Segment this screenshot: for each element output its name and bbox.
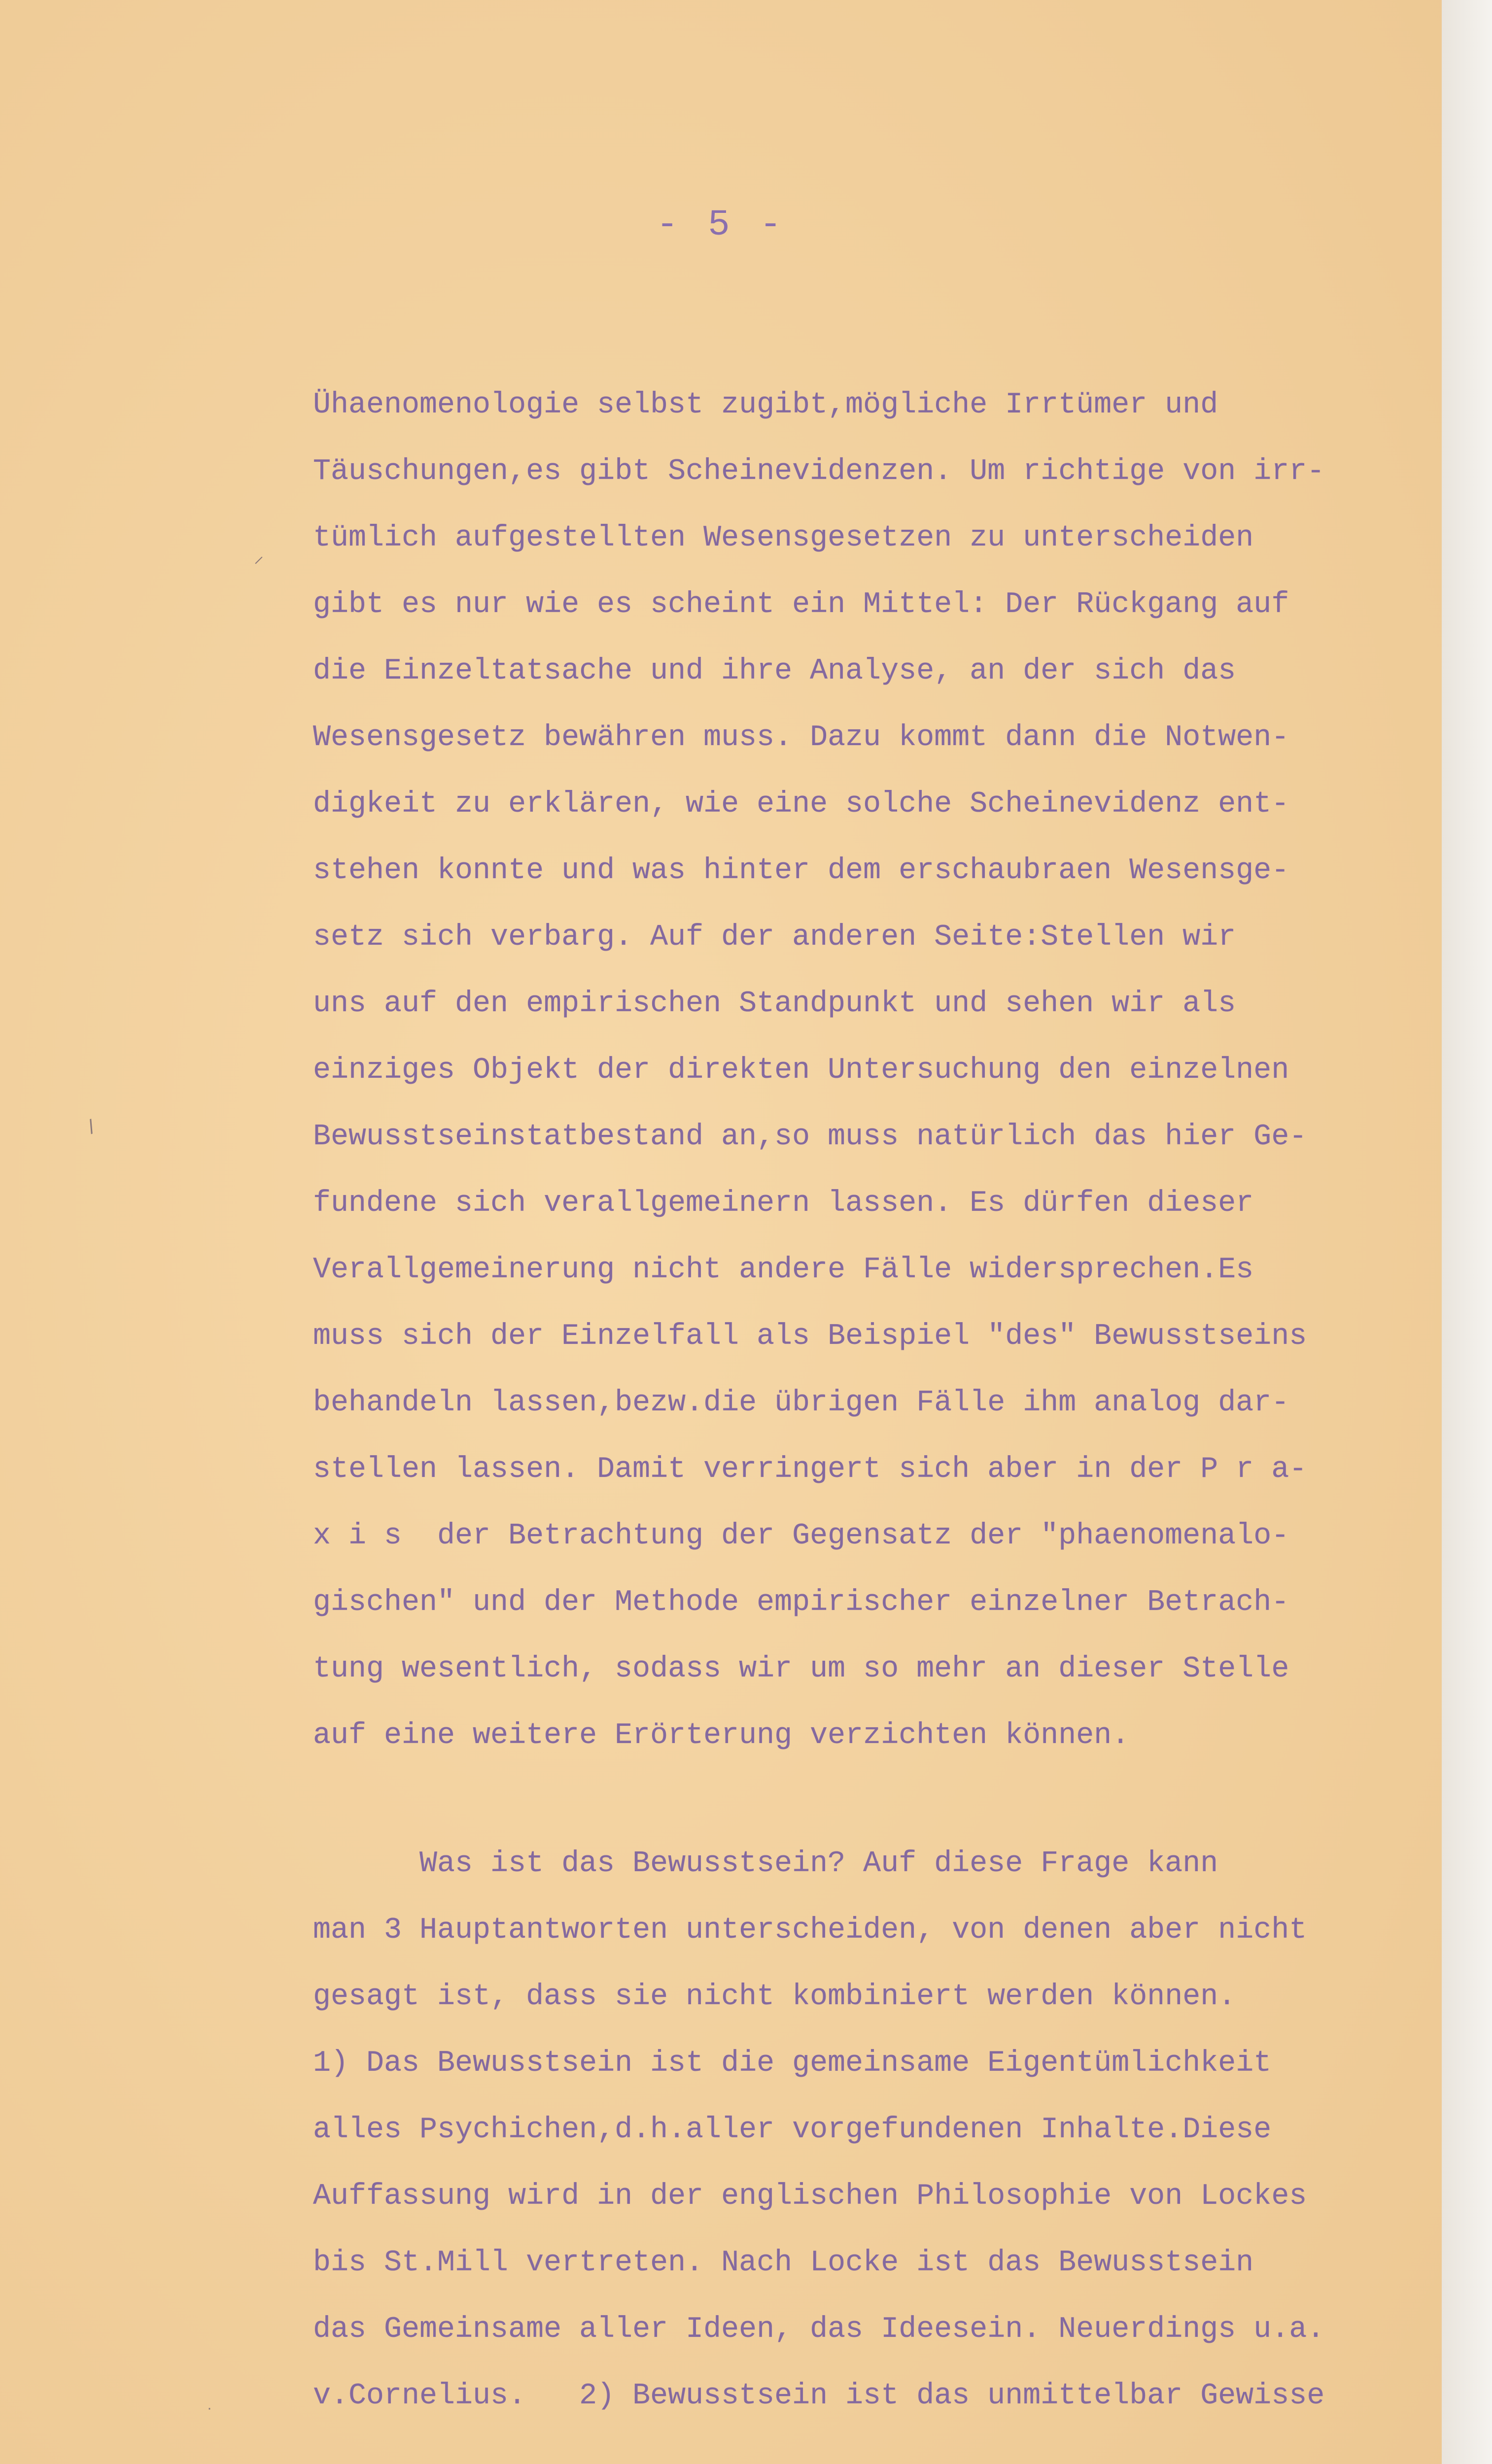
text-line: bis St.Mill vertreten. Nach Locke ist das Bewusstsein: [313, 2246, 1254, 2280]
text-line: Auffassung wird in der englischen Philosophie von Lockes: [313, 2180, 1307, 2213]
text-line: auf eine weitere Erörterung verzichten können.: [313, 1719, 1130, 1752]
text-line: gesagt ist, dass sie nicht kombiniert werden können.: [313, 1980, 1236, 2014]
paragraph-phaenomenologie: [313, 372, 1432, 1769]
text-line: v.Cornelius. 2) Bewusstsein ist das unmittelbar Gewisse: [313, 2379, 1325, 2413]
text-line: man 3 Hauptantworten unterscheiden, von denen aber nicht: [313, 1914, 1307, 1947]
text-line: gibt es nur wie es scheint ein Mittel: Der Rückgang auf: [313, 588, 1289, 621]
text-line: Täuschungen,es gibt Scheinevidenzen. Um richtige von irr-: [313, 455, 1325, 488]
text-line: Verallgemeinerung nicht andere Fälle widersprechen.Es: [313, 1253, 1254, 1287]
text-line: setz sich verbarg. Auf der anderen Seite:Stellen wir: [313, 921, 1236, 954]
text-line: einziges Objekt der direkten Untersuchung den einzelnen: [313, 1054, 1289, 1087]
text-line: fundene sich verallgemeinern lassen. Es dürfen dieser: [313, 1187, 1254, 1220]
text-line: stehen konnte und was hinter dem erschaubraen Wesensge-: [313, 854, 1289, 888]
text-line: behandeln lassen,bezw.die übrigen Fälle ihm analog dar-: [313, 1386, 1289, 1420]
text-line: die Einzeltatsache und ihre Analyse, an der sich das: [313, 654, 1236, 688]
text-line: x i s der Betrachtung der Gegensatz der "phaenomenalo-: [313, 1519, 1289, 1553]
text-line: Wesensgesetz bewähren muss. Dazu kommt dann die Notwen-: [313, 721, 1289, 754]
text-line: muss sich der Einzelfall als Beispiel "des" Bewusstseins: [313, 1320, 1307, 1353]
text-line: Ühaenomenologie selbst zugibt,mögliche Irrtümer und: [313, 388, 1218, 422]
pencil-mark: ·: [207, 2400, 212, 2416]
pencil-mark: ⸍: [254, 553, 264, 575]
text-line: Was ist das Bewusstsein? Auf diese Frage kann: [313, 1847, 1218, 1881]
page-number: - 5 -: [656, 205, 786, 246]
text-line: Bewusstseinstatbestand an,so muss natürlich das hier Ge-: [313, 1120, 1307, 1154]
text-line: das Gemeinsame aller Ideen, das Ideesein. Neuerdings u.a.: [313, 2313, 1325, 2346]
text-line: uns auf den empirischen Standpunkt und sehen wir als: [313, 987, 1236, 1021]
text-line: alles Psychichen,d.h.aller vorgefundenen Inhalte.Diese: [313, 2113, 1272, 2147]
text-line: digkeit zu erklären, wie eine solche Scheinevidenz ent-: [313, 787, 1289, 821]
text-line: tümlich aufgestellten Wesensgesetzen zu unterscheiden: [313, 521, 1254, 555]
text-line: 1) Das Bewusstsein ist die gemeinsame Eigentümlichkeit: [313, 2047, 1272, 2080]
pencil-mark: /: [85, 1116, 98, 1138]
text-line: tung wesentlich, sodass wir um so mehr an dieser Stelle: [313, 1652, 1289, 1686]
text-line: stellen lassen. Damit verringert sich aber in der P r a-: [313, 1453, 1307, 1486]
text-line: gischen" und der Methode empirischer einzelner Betrach-: [313, 1586, 1289, 1619]
scan-background-edge: [1442, 0, 1492, 2464]
paragraph-bewusstsein: [313, 1831, 1432, 2430]
